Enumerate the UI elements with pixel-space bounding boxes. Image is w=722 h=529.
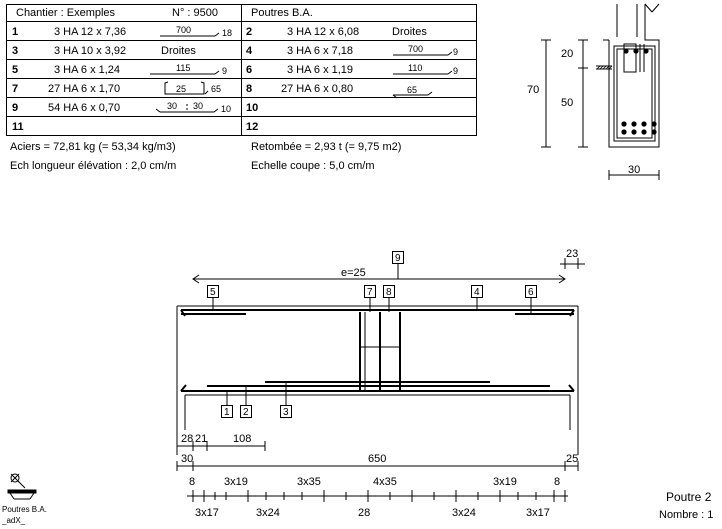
bottom-bars bbox=[621, 121, 656, 134]
dim-value: 30 bbox=[181, 453, 194, 465]
bend-value-2: 30 bbox=[193, 101, 204, 111]
bend-value: 110 bbox=[408, 63, 423, 73]
stirrup-shape-icon bbox=[165, 82, 208, 94]
tail-value: 9 bbox=[222, 66, 228, 76]
dim-value: 25 bbox=[566, 453, 579, 465]
bar-mark-8 bbox=[384, 286, 395, 313]
row-number: 5 bbox=[12, 64, 19, 76]
chantier-label: Chantier : Exemples bbox=[16, 7, 116, 19]
row-number: 8 bbox=[246, 83, 253, 95]
bar-description: 3 HA 6 x 1,24 bbox=[54, 64, 121, 76]
top-bars bbox=[623, 48, 648, 53]
bend-value: 65 bbox=[407, 85, 418, 95]
row-number: 11 bbox=[12, 121, 24, 133]
svg-text:2: 2 bbox=[243, 407, 249, 418]
section-dim-width: 30 bbox=[628, 164, 641, 176]
bar-description: 54 HA 6 x 0,70 bbox=[48, 102, 121, 114]
svg-text:3: 3 bbox=[283, 407, 289, 418]
dim-value: 21 bbox=[195, 433, 208, 445]
bend-value: 700 bbox=[176, 25, 192, 35]
right-top-dim: 23 bbox=[566, 248, 579, 260]
row-number: 7 bbox=[12, 83, 19, 95]
tail-value: 10 bbox=[221, 104, 232, 114]
section-dim-top: 20 bbox=[561, 48, 574, 60]
tail-value: 9 bbox=[453, 66, 459, 76]
bar-description: 3 HA 12 x 6,08 bbox=[287, 26, 360, 38]
logo-caption: Poutres B.A. bbox=[2, 505, 47, 514]
straight-bar-shape-icon bbox=[393, 71, 452, 74]
svg-text:1: 1 bbox=[224, 407, 230, 418]
spacing-value: 28 bbox=[358, 507, 371, 519]
retombee-summary: Retombée = 2,93 t (= 9,75 m2) bbox=[251, 141, 402, 153]
spacing-label: e=25 bbox=[341, 267, 366, 279]
svg-text:7: 7 bbox=[367, 287, 373, 298]
double-hook-shape-icon bbox=[156, 104, 218, 112]
bar-description: 3 HA 10 x 3,92 bbox=[54, 45, 127, 57]
spacing-value: 3x19 bbox=[493, 476, 517, 488]
section-scale: Echelle coupe : 5,0 cm/m bbox=[251, 160, 375, 172]
bar-description: 27 HA 6 x 1,70 bbox=[48, 83, 121, 95]
spacing-value: 4x35 bbox=[373, 476, 397, 488]
bar-mark-7 bbox=[365, 286, 376, 313]
bar-description: 3 HA 6 x 1,19 bbox=[287, 64, 354, 76]
row-number: 12 bbox=[246, 121, 259, 133]
row-number: 9 bbox=[12, 102, 19, 114]
bar-mark-3 bbox=[281, 382, 292, 418]
spacing-value: 3x24 bbox=[452, 507, 476, 519]
bar-description: 3 HA 12 x 7,36 bbox=[54, 26, 127, 38]
ouvrage-label: Poutres B.A. bbox=[251, 7, 313, 19]
bend-value: 30 bbox=[167, 101, 178, 111]
svg-text:9: 9 bbox=[395, 253, 401, 264]
row-number: 6 bbox=[246, 64, 253, 76]
aciers-summary: Aciers = 72,81 kg (= 53,34 kg/m3) bbox=[10, 141, 176, 153]
spacing-value: 3x17 bbox=[195, 507, 219, 519]
elevation-scale: Ech longueur élévation : 2,0 cm/m bbox=[10, 160, 177, 172]
spacing-value: 3x19 bbox=[224, 476, 248, 488]
tail-value: 9 bbox=[453, 47, 459, 57]
bar-description: 27 HA 6 x 0,80 bbox=[281, 83, 354, 95]
row-number: 4 bbox=[246, 45, 253, 57]
dim-value: 28 bbox=[181, 433, 194, 445]
spacing-value: 8 bbox=[554, 476, 561, 488]
software-logo-icon bbox=[8, 474, 36, 499]
beam-count: Nombre : 1 bbox=[659, 509, 714, 521]
logo-caption: _adX_ bbox=[2, 516, 26, 525]
svg-text:5: 5 bbox=[210, 287, 216, 298]
bend-value: 25 bbox=[176, 84, 187, 94]
row-number: 2 bbox=[246, 26, 253, 38]
spacing-value: 3x17 bbox=[526, 507, 550, 519]
svg-text:8: 8 bbox=[386, 287, 392, 298]
bar-shape-label: Droites bbox=[392, 26, 427, 38]
bend-value: 700 bbox=[408, 44, 424, 54]
cross-section bbox=[541, 4, 659, 180]
beam-name: Poutre 2 bbox=[666, 490, 712, 504]
dim-value: 650 bbox=[368, 453, 387, 465]
spacing-value: 3x35 bbox=[297, 476, 321, 488]
bar-mark-9 bbox=[393, 252, 404, 280]
row-number: 3 bbox=[12, 45, 19, 57]
section-dim-bottom: 50 bbox=[561, 97, 574, 109]
bar-shape-label: Droites bbox=[161, 45, 196, 57]
row-number: 1 bbox=[12, 26, 19, 38]
dim-value: 108 bbox=[233, 433, 252, 445]
bend-value: 115 bbox=[176, 63, 191, 73]
section-dim-total: 70 bbox=[527, 84, 540, 96]
stirrup-spacing-ticks bbox=[187, 490, 568, 502]
bar-description: 3 HA 6 x 7,18 bbox=[287, 45, 354, 57]
row-number: 10 bbox=[246, 102, 259, 114]
numero-label: N° : 9500 bbox=[172, 7, 218, 19]
beam-elevation bbox=[177, 258, 585, 455]
spacing-value: 3x24 bbox=[256, 507, 280, 519]
tail-value: 18 bbox=[222, 28, 233, 38]
svg-text:6: 6 bbox=[528, 287, 534, 298]
spacing-value: 8 bbox=[189, 476, 196, 488]
tail-value: 65 bbox=[211, 84, 222, 94]
svg-text:4: 4 bbox=[474, 287, 480, 298]
